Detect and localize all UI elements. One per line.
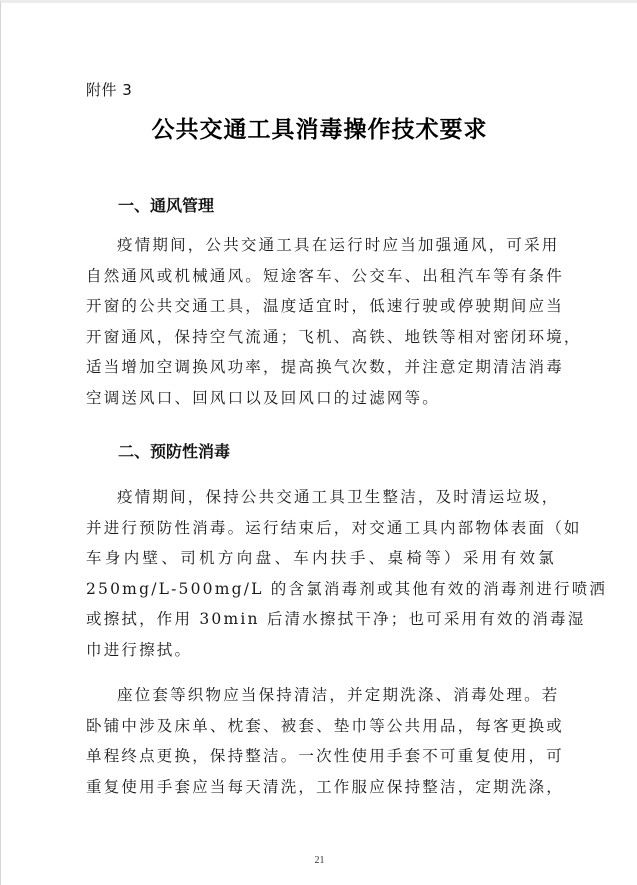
page-number: 21 [314, 855, 325, 866]
text-line: 座位套等织物应当保持清洁，并定期洗涤、消毒处理。若 [117, 686, 560, 704]
document-title: 公共交通工具消毒操作技术要求 [151, 117, 488, 143]
section-heading-ventilation: 一、通风管理 [118, 196, 215, 215]
paragraph-ventilation [86, 230, 582, 413]
text-line: 或擦拭，作用 30min 后清水擦拭干净；也可采用有效的消毒湿 [86, 610, 586, 628]
text-line: 卧铺中涉及床单、枕套、被套、垫巾等公共用品，每客更换或 [86, 716, 564, 735]
text-line: 250mg/L-500mg/L 的含氯消毒剂或其他有效的消毒剂进行喷洒 [86, 579, 608, 598]
text-line: 适当增加空调换风功率，提高换气次数，并注意定期清洁消毒 [86, 358, 564, 376]
text-line: 开窗的公共交通工具，温度适宜时，低速行驶或停驶期间应当 [86, 297, 564, 315]
text-line: 车身内壁、司机方向盘、车内扶手、桌椅等）采用有效氯 [86, 549, 556, 567]
text-line: 开窗通风，保持空气流通；飞机、高铁、地铁等相对密闭环境， [86, 327, 582, 346]
text-line: 并进行预防性消毒。运行结束后，对交通工具内部物体表面（如 [86, 518, 582, 537]
attachment-label: 附件 3 [86, 81, 133, 99]
text-line: 疫情期间，公共交通工具在运行时应当加强通风，可采用 [117, 236, 560, 254]
text-line: 单程终点更换，保持整洁。一次性使用手套不可重复使用，可 [86, 747, 564, 765]
text-line: 空调送风口、回风口以及回风口的过滤网等。 [86, 388, 441, 407]
paragraph-textiles [86, 680, 564, 802]
text-line: 重复使用手套应当每天清洗，工作服应保持整洁，定期洗涤， [86, 777, 564, 796]
section-heading-preventive-disinfection: 二、预防性消毒 [118, 442, 231, 461]
text-line: 疫情期间，保持公共交通工具卫生整洁，及时清运垃圾， [117, 488, 560, 506]
paragraph-preventive-disinfection [86, 482, 608, 665]
text-line: 巾进行擦拭。 [86, 640, 193, 659]
text-line: 自然通风或机械通风。短途客车、公交车、出租汽车等有条件 [86, 266, 564, 285]
